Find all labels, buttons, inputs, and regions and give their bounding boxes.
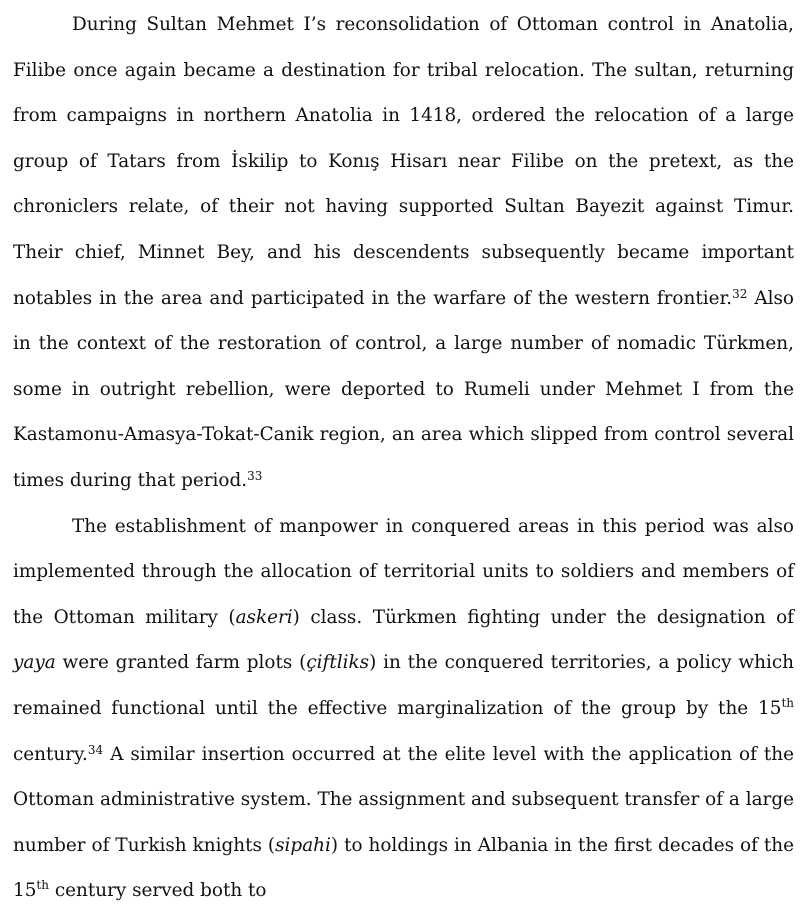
italic-term-yaya: yaya xyxy=(13,652,56,674)
text-run: ) in the conquered territories, a policy which remained functional until the effective marginalization of the group by the 15 xyxy=(13,652,794,719)
text-run: century served both to xyxy=(48,880,267,902)
document-page xyxy=(13,2,794,914)
text-run: The establishment of manpower in conquered areas in this period was also implemented through the allocation of territorial units to soldiers and members of the Ottoman military ( xyxy=(13,515,794,628)
italic-term-askeri: askeri xyxy=(235,606,293,628)
text-run: Also in the context of the restoration of control, a large number of nomadic Türkmen, some in outright rebellion, were deported to Rumeli under Mehmet I from the Kastamonu-Amasya-Tokat-Canik region, an area which slipped from control several times during that period. xyxy=(13,287,794,491)
ordinal-suffix: th xyxy=(781,695,794,710)
footnote-ref-33: 33 xyxy=(247,468,263,483)
footnote-ref-32: 32 xyxy=(732,286,748,301)
footnote-ref-34: 34 xyxy=(87,742,104,757)
text-run: were granted farm plots ( xyxy=(55,652,307,674)
italic-term-sipahi: sipahi xyxy=(275,834,331,856)
italic-term-ciftliks: çiftliks xyxy=(306,652,370,674)
text-run: ) class. Türkmen fighting under the designation of xyxy=(292,606,794,628)
ordinal-suffix: th xyxy=(36,878,49,893)
paragraph-1 xyxy=(13,2,794,504)
text-run: A similar insertion occurred at the elite level with the application of the Ottoman administrative system. The assignment and subsequent transfer of a large number of Turkish knights ( xyxy=(13,743,795,856)
text-run: ) to holdings in Albania in the first decades of the 15 xyxy=(13,834,794,902)
text-run: During Sultan Mehmet I’s reconsolidation of Ottoman control in Anatolia, Filibe once again became a destination for tribal relocation. The sultan, returning from campaigns in northern Anatolia in 1418, ordered the relocation of a large group of Tatars from İskilip to Konış Hisarı near Filibe on the pretext, as the chroniclers relate, of their not having supported Sultan Bayezit against Timur. Their chief, Minnet Bey, and his descendents subsequently became important notables in the area and participated in the warfare of the western frontier. xyxy=(13,14,794,309)
paragraph-2 xyxy=(13,504,794,914)
text-run: century. xyxy=(13,743,88,765)
